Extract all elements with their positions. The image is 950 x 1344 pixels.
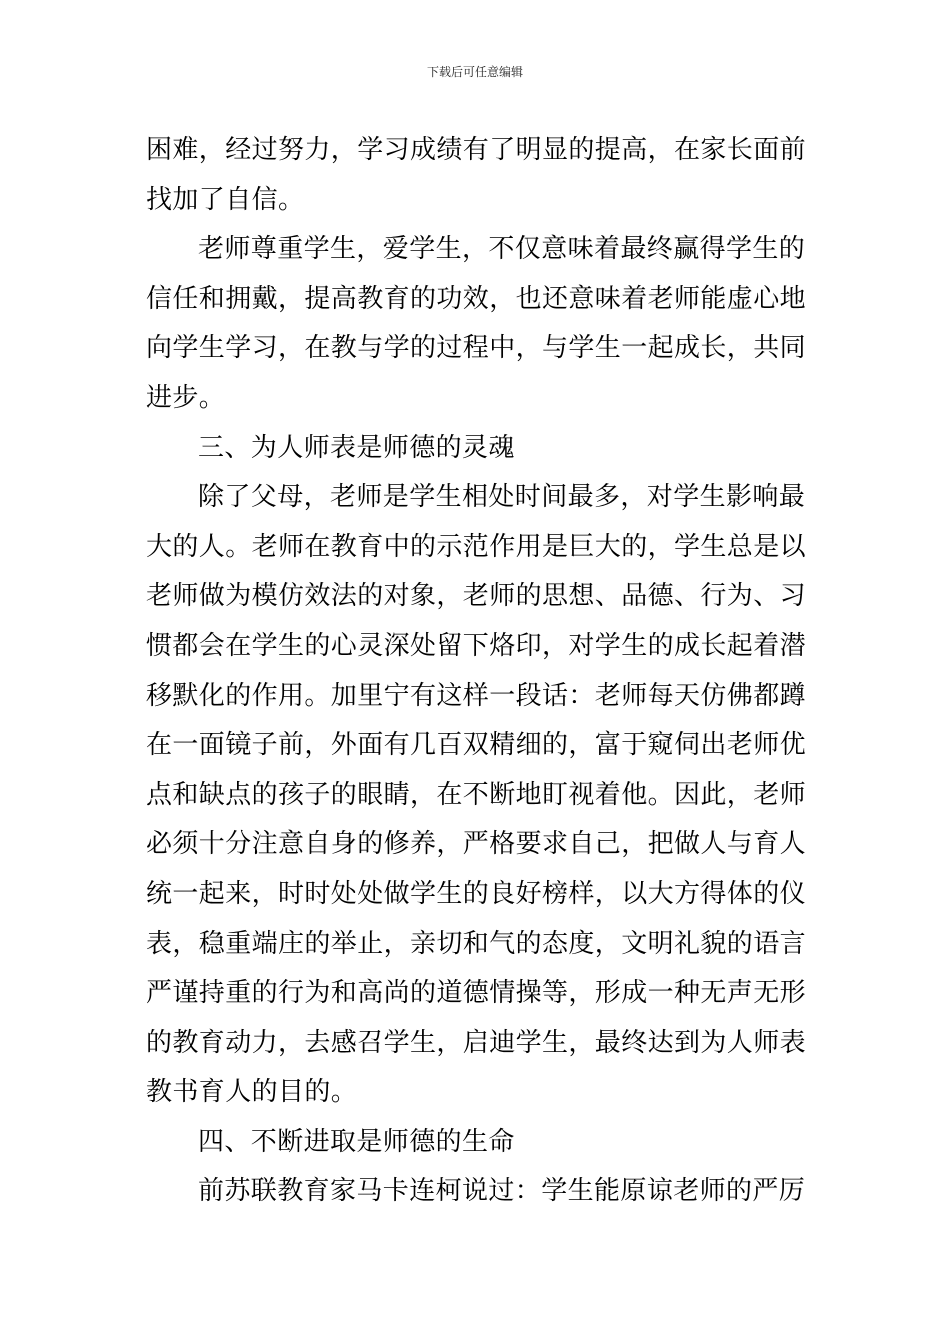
text-line: 惯都会在学生的心灵深处留下烙印，对学生的成长起着潜 — [146, 630, 807, 661]
text-line: 必须十分注意自身的修养，严格要求自己，把做人与育人 — [146, 829, 807, 860]
text-line: 大的人。老师在教育中的示范作用是巨大的，学生总是以 — [146, 531, 807, 562]
section-heading: 四、不断进取是师德的生命 — [198, 1126, 515, 1157]
text-line: 统一起来，时时处处做学生的良好榜样，以大方得体的仪 — [146, 878, 807, 909]
section-heading: 三、为人师表是师德的灵魂 — [198, 432, 515, 463]
text-line: 信任和拥戴，提高教育的功效，也还意味着老师能虚心地 — [146, 283, 807, 314]
page-header: 下载后可任意编辑 — [426, 65, 523, 79]
text-line: 老师尊重学生，爱学生，不仅意味着最终赢得学生的 — [198, 234, 806, 265]
text-line: 严谨持重的行为和高尚的道德情操等，形成一种无声无形 — [146, 978, 807, 1009]
text-line: 前苏联教育家马卡连柯说过：学生能原谅老师的严厉 — [198, 1176, 806, 1207]
text-line: 的教育动力，去感召学生，启迪学生，最终达到为人师表 — [146, 1027, 807, 1058]
text-line: 向学生学习，在教与学的过程中，与学生一起成长，共同 — [146, 333, 807, 364]
text-line: 老师做为模仿效法的对象，老师的思想、品德、行为、习 — [146, 581, 807, 612]
text-line: 进步。 — [146, 382, 226, 413]
text-line: 除了父母，老师是学生相处时间最多，对学生影响最 — [198, 482, 806, 513]
text-line: 困难，经过努力，学习成绩有了明显的提高，在家长面前 — [146, 135, 807, 165]
text-line: 移默化的作用。加里宁有这样一段话：老师每天仿佛都蹲 — [146, 680, 807, 711]
text-line: 在一面镜子前，外面有几百双精细的，富于窥伺出老师优 — [146, 730, 807, 761]
text-line: 教书育人的目的。 — [146, 1077, 358, 1108]
text-line: 点和缺点的孩子的眼睛，在不断地盯视着他。因此，老师 — [146, 779, 807, 810]
text-line: 找加了自信。 — [146, 184, 305, 215]
text-line: 表，稳重端庄的举止，亲切和气的态度，文明礼貌的语言 — [146, 928, 807, 959]
body-text — [146, 126, 808, 1217]
